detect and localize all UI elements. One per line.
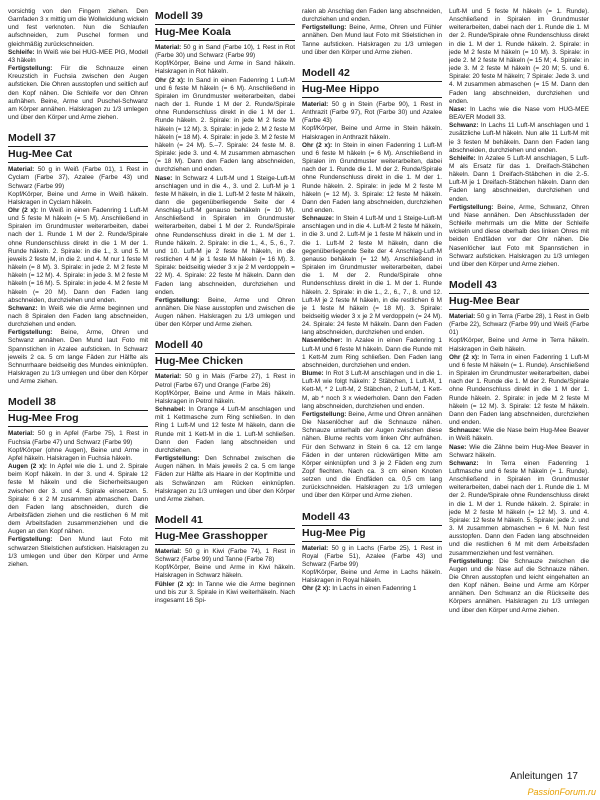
model-title: Hug-Mee Pig (302, 527, 442, 542)
label: Material: (8, 430, 35, 438)
paragraph (449, 354, 589, 427)
text: Beine, Arme, Ohren und Fühler annähen. Den Mund laut Foto mit Stielstichen in Tanne aufsticken. Halskragen zu 1/3 umlegen und über den Körper und Arme ziehen. (302, 24, 442, 56)
paragraph (8, 207, 148, 305)
paragraph (302, 24, 442, 57)
text: In Lachs 11 Luft-M anschlagen und 1 zusätzliche Luft-M häkeln. Nun alle 11 Luft-M mit je 3 festen M behäkeln. Dann den Faden lang abschneiden, durchziehen und enden. (449, 122, 589, 154)
label: Schnauze: (302, 215, 334, 223)
text: In Azalee 5 Luft-M anschlagen, 5 Luft-M als Ersatz für das 1. Dreifach-Stäbchen häkeln. Dann 1 Dreifach-Stäbchen in die 2.-5. Luft-M je 1 Dreifach-Stäbchen häkeln. Dann den Faden lang abschneiden, durchziehen und enden. (449, 154, 589, 203)
label: Schwanz: (8, 304, 38, 312)
model-title: Hug-Mee Chicken (155, 355, 295, 370)
column-4 (449, 8, 589, 768)
label: Nase: (449, 443, 467, 451)
label: Augen (2 x): (8, 463, 47, 471)
paragraph (155, 175, 295, 297)
paragraph: vorsichtig von den Fingern ziehen. Den Garnfaden 3 x mittig um die Wollwicklung wickeln und fest verknoten. Nun die Schlaufen aufschneiden, zum Puschel formen und gleichmäßig zurückschneiden. (8, 8, 148, 48)
text: In Stein 4 Luft-M und 1 Steige-Luft-M anschlagen und in die 4. Luft-M 2 feste M häkeln, in die 3. und 2. Luft-M je 1 feste M häkeln und in die 1. Luft-M 2 feste M häkeln, dann die gegenüberliegende Seite der 4 Anschlag-Luft-M genauso behäkeln (= 12 M). Anschließend in Spiralen im Grundmuster weiterarbeiten, dabei die 1. M der 2. Runde/Spirale ohne Rundenschluss direkt in die 1. M der 1. Runde häkeln. 2. Spirale: in die 1., 2., 6., 7., 8. und 12. Luft-M je 2 feste M häkeln, in die restlichen 6 M je 1 feste M häkeln (= 18 M). 3. Spirale: beidseitig wieder 3 x je 2 M verdoppeln (= 24 M). 24. Spirale: 24 feste M häkeln. Dann den Faden lang abschneiden, durchziehen und enden. (302, 215, 442, 337)
paragraph (8, 463, 148, 536)
text: In Schwarz 4 Luft-M und 1 Steige-Luft-M anschlagen und in die 4., 3. und 2. Luft-M je 1 feste M häkeln, in die 1. Luft-M 2 feste M häkeln, dann die gegenüberliegende Seite der 4 Anschlag-Luft-M genauso behäkeln (= 10 M). Anschließend in Spiralen im Grundmuster weiterarbeiten, dabei 1 M der 2. Runde/Spirale ohne Rundenschluss direkt in die 1. M der 1. Runde häkeln. 2. Spirale: in die 1., 4., 5., 6., 7. und 10. Luft-M je 2 feste M häkeln, in die restlichen 4 M je 1 feste M häkeln (= 16 M). 3. Spirale: beidseitig wieder 3 x je 2 M verdoppeln = 22 M). 4. Spirale: 22 feste M häkeln. Dann den Faden lang abschneiden, durchziehen und enden. (155, 174, 295, 296)
text: 50 g in Apfel (Farbe 75), 1 Rest in Fuchsia (Farbe 47) und Schwarz (Farbe 99) (8, 430, 148, 446)
label: Blume: (302, 370, 324, 378)
model-number: Modell 40 (155, 339, 295, 354)
label: Material: (155, 373, 182, 381)
label: Material: (449, 313, 476, 320)
model-number: Modell 43 (449, 279, 589, 294)
paragraph: Kopf/Körper (ohne Augen), Beine und Arme in Apfel häkeln. Halskragen in Fuchsia häkeln. (8, 446, 148, 462)
model-title: Hug-Mee Grasshopper (155, 530, 295, 545)
text: 50 g in Mais (Farbe 27), 1 Rest in Petrol (Farbe 67) und Orange (Farbe 26) (155, 373, 295, 389)
label: Fertigstellung: (449, 203, 494, 211)
text: Die Schnauze zwischen die Augen und die Nase auf die Schnauze nähen. Die Ohren ausstopfen und leicht eingehalten an den Kopf nähen. Beine und Arme am Körper annähen. Den Schwanz an die Rückseite des Körpers annähen. Halskragen zu 1/3 umlegen und über den Körper und Arme ziehen. (449, 557, 589, 614)
paragraph (155, 44, 295, 60)
paragraph (449, 558, 589, 615)
model-title: Hug-Mee Koala (155, 26, 295, 41)
model-number: Modell 37 (8, 132, 148, 147)
paragraph (8, 536, 148, 569)
paragraph (155, 77, 295, 175)
section-header-modell-43-bear (449, 277, 589, 310)
section-header-modell-43-pig (302, 509, 442, 542)
paragraph (155, 406, 295, 455)
model-title: Hug-Mee Bear (449, 295, 589, 310)
paragraph (302, 545, 442, 569)
text: In Terra in einen Fadenring 1 Luft-M und 6 feste M häkeln (= 1. Runde). Anschließend in Spiralen im Grundmuster weiterarbeiten, dabei nach der 1. Runde die 1. M der 2. Runde/Spirale ohne Rundenschluss direkt in die 1 M der 1. Runde häkeln. 2. Spirale: in jede M 2 feste M häkeln (= 12 M). 3. Spirale: 12 feste M häkeln. Dann den Faden lang abschneiden, durchziehen und enden. (449, 353, 589, 427)
text: In Rot 3 Luft-M anschlagen und in die 1. Luft-M wie folgt häkeln: 2 Stäbchen, 1 Luft-M, 1 Kett-M, * 2 Luft-M, 2 Stäbchen, 2 Luft-M, 1 Kett-M, ab * noch 3 x wiederholen. Dann den Faden lang abschneiden, durchziehen und enden. (302, 370, 442, 410)
paragraph (302, 337, 442, 370)
paragraph (8, 305, 148, 329)
text: In Lachs in einen Fadenring 1 (332, 585, 417, 593)
label: Fertigstellung: (449, 557, 494, 565)
paragraph (8, 49, 148, 65)
text: In Lachs wie die Nase vom HUG-MEE BEAVER Modell 33. (449, 105, 589, 122)
paragraph: Kopf/Körper, Beine und Arme in Weiß häkeln. Halskragen in Cyclam häkeln. (8, 190, 148, 206)
paragraph (449, 427, 589, 443)
section-header-modell-40 (155, 337, 295, 370)
paragraph (155, 373, 295, 389)
paragraph: Kopf/Körper, Beine und Arme in Terra häkeln. Halskragen in Gelb häkeln. (449, 337, 589, 353)
paragraph (302, 101, 442, 125)
page-number: 17 (566, 771, 578, 782)
section-header-modell-38 (8, 394, 148, 427)
section-header-modell-37 (8, 130, 148, 163)
label: Fühler (2 x): (155, 580, 195, 588)
label: Material: (155, 44, 182, 51)
footer-section: Anleitungen (510, 771, 563, 782)
paragraph: Kopf/Körper, Beine und Arme in Sand häkeln. Halskragen in Rot häkeln. (155, 60, 295, 76)
label: Fertigstellung: (8, 65, 53, 73)
label: Schwanz: (449, 122, 479, 130)
watermark: PassionForum.ru (527, 787, 596, 797)
text: 50 g in Stein (Farbe 90), 1 Rest in Anthrazit (Farbe 97), Rot (Farbe 30) und Azalee (Farbe 43) (302, 100, 442, 125)
paragraph (449, 155, 589, 204)
paragraph (155, 581, 295, 605)
text: In Weiß wie die Arme beginnen und nach 8 Spiralen den Faden lang abschneiden, durchziehen und enden. (8, 304, 148, 329)
label: Fertigstellung: (155, 296, 200, 304)
text: In Azalee in einen Fadenring 1 Luft-M und 6 feste M häkeln. Dann die Runde mit 1 Kett-M zum Ring schließen. Den Faden lang abschneiden, durchziehen und enden. (302, 337, 442, 369)
text: Beine, Arme, Ohren und Schwanz annähen. Den Mund laut Foto mit Spannstichen in Azalee aufsticken. In Schwarz jeweils 2 ca. 5 cm lange Fäden zur Hälfte als Schnurrhaare beidseitig des Mundes einknüpfen. Halskragen zu 1/3 umlegen und über den Körper und Arme ziehen. (8, 329, 148, 386)
label: Material: (155, 547, 182, 555)
label: Fertigstellung: (8, 329, 53, 337)
label: Nase: (155, 174, 173, 182)
label: Ohr (2 x): (302, 141, 333, 149)
label: Fertigstellung: (302, 24, 347, 32)
paragraph (155, 455, 295, 504)
paragraph: Kopf/Körper, Beine und Arme in Stein häkeln. Halskragen in Anthrazit häkeln. (302, 125, 442, 141)
text: Beine, Arme und Ohren annähen Die Nasenlöcher auf die Schnauze nähen. Schnauze unterhalb der Augen zwischen diese nähen. Blume rechts vom linken Ohr aufnähen. Für den Schwanz in Stein 6 ca. 12 cm lange Fäden in der unteren rückwärtigen Mitte am Körper einknüpfen und 3 je 2 Fäden eng zum Zopf flechten. Nach ca. 3 cm einen Knoten setzen und die Endfäden ca. 0,5 cm lang zurückschneiden. Halskragen zu 1/3 umlegen und über den Körper und Arme ziehen. (302, 410, 442, 500)
paragraph (449, 460, 589, 558)
text: In Sand in einen Fadenring 1 Luft-M und 6 feste M häkeln (= 6 M). Anschließend in Spiralen im Grundmuster weiterarbeiten, dabei nach der 1. Runde 1 M der 2. Runde/Spirale ohne Rundenschluss direkt in die 1 M der 1. Runde häkeln. 2. Spirale: in jede M 2 feste M häkeln (= 12 M). 3. Spirale: in jede 2. M 2 feste M häkeln (= 18 M). 4. Spirale: in jede 3. M 2 feste M häkeln (= 24 M). 5.–7. Spirale: 24 feste M. 8. Spirale: jede 3. und 4. M zusammen abmaschen (= 18 M). Dann den Faden lang abschneiden, durchziehen und enden. (155, 76, 295, 174)
text: Wie die Nase beim Hug-Mee Beaver in Weiß häkeln. (449, 427, 589, 443)
paragraph: Kopf/Körper, Beine und Arme in Kiwi häkeln. Halskragen in Schwarz häkeln. (155, 564, 295, 580)
paragraph (8, 430, 148, 446)
paragraph: Kopf/Körper, Beine und Arme in Lachs häkeln. Halskragen in Royal häkeln. (302, 569, 442, 585)
paragraph (155, 297, 295, 330)
model-number: Modell 39 (155, 10, 295, 25)
paragraph (8, 166, 148, 190)
label: Schnauze: (449, 427, 481, 435)
paragraph: Luft-M und 5 feste M häkeln (= 1. Runde). Anschließend in Spiralen im Grundmuster weiterarbeiten, dabei nach der 1. Runde die 1. M der 2. Runde/Spirale ohne Rundenschluss direkt in die 1. M der 1. Runde häkeln. 2. Spirale: in jede M 2 feste M häkeln (= 10 M). 3. Spirale: in jede 2. M 2 feste M häkeln (= 15 M; 4. Spirale: in jede 3. M 2 feste M häkeln (= 20 M; 5. und 6. Spirale: 20 feste M häkeln; 7 Spirale: Jede 3. und 4. M zusammen abmaschen (= 15 M. Dann den Faden lang abschneiden, durchziehen und enden. (449, 8, 589, 105)
label: Fertigstellung: (8, 536, 53, 544)
text: 50 g in Lachs (Farbe 25), 1 Rest in Royal (Farbe 51), Azalee (Farbe 43) und Schwarz (Farbe 99) (302, 544, 442, 568)
label: Schleife: (449, 154, 476, 162)
paragraph (302, 215, 442, 337)
paragraph (449, 313, 589, 337)
label: Nasenlöcher: (302, 337, 343, 345)
label: Fertigstellung: (155, 455, 200, 463)
model-title: Hug-Mee Hippo (302, 83, 442, 98)
label: Schwanz: (449, 459, 479, 467)
text: 50 g in Kiwi (Farbe 74), 1 Rest in Schwarz (Farbe 99) und Tanne (Farbe 78) (155, 547, 295, 564)
paragraph (449, 106, 589, 122)
paragraph (8, 65, 148, 122)
model-title: Hug-Mee Cat (8, 148, 148, 163)
text: Den Schnabel zwischen die Augen nähen. In Mais jeweils 2 ca. 5 cm lange Fäden zur Hälfte als Haare in der Kopfmitte und als Schwänzen am Rücken einknüpfen. Halskragen zu 1/3 umlegen und über den Körper und Arme ziehen. (155, 455, 295, 503)
model-number: Modell 41 (155, 514, 295, 529)
section-header-modell-42 (302, 65, 442, 98)
paragraph (302, 411, 442, 501)
paragraph (8, 329, 148, 386)
paragraph (449, 444, 589, 460)
text: In Stein in einen Fadenring 1 Luft-M und 6 feste M häkeln (= 6 M). Anschließend in Spiralen im Grundmuster weiterarbeiten, dabei nach der 1. Runde die 1. M der 2. Runde/Spirale ohne Rundenschluss direkt in die 1. M der 1. Runde häkeln. 2. Spirale: in jede M 2 feste M häkeln (= 12 M). 3. Spirale: 12 feste M häkeln. Dann den Faden lang abschneiden, durchziehen und enden. (302, 141, 442, 214)
text: In Orange 4 Luft-M anschlagen und mit 1 Kettmasche zum Ring schließen. In den Ring 1 Luft-M und 12 feste M häkeln, dann die Runde mit 1 Kett-M in die 1. Luft-M schließen. Dann den Faden lang abschneiden und durchziehen. (155, 406, 295, 454)
section-header-modell-39 (155, 8, 295, 41)
column-3 (302, 8, 442, 768)
text: 50 g in Weiß (Farbe 01), 1 Rest in Cyclam (Farbe 37), Azalee (Farbe 43) und Schwarz (Farbe 99) (8, 166, 148, 190)
text: In Weiß in einen Fadenring 1 Luft-M und 5 feste M häkeln (= 5 M). Anschließend in Spiralen im Grundmuster weiterarbeiten, dabei nach der 1. Runde 1 M der 2. Runde/Spirale ohne Rundenschluss direkt in die 1 M der 1. Runde häkeln. 2. Spirale: in die 1., 3. und 5. M jeweils 2 feste M, in die 2. und 4. M nur 1 feste M häkeln (= 8 M). 3. Spirale: in jede 2. M 2 feste M häkeln (= 12 M). 4. Spirale: in jede 3. M 2 feste M häkeln (= 16 M). 5. Spirale: in jede 4. M 2 feste M häkeln (= 20 M). Dann den Faden lang abschneiden, durchziehen und enden. (8, 206, 148, 304)
text: Beine, Arme und Ohren annähen. Die Nase ausstopfen und zwischen die Augen nähen. Halskragen zu 1/3 umlegen und über den Körper und Arme ziehen. (155, 296, 295, 329)
label: Fertigstellung: (302, 410, 347, 418)
text: 50 g in Sand (Farbe 10), 1 Rest in Rot (Farbe 30) und Schwarz (Farbe 99) (155, 44, 295, 60)
text: Für die Schnauze einen Kreuzstich in Fuchsia zwischen den Augen aufsticken. Die Ohren ausstopfen und seitlich auf den Kopf nähen. Die Schleife vor den Ohren aufnähen. Beine, Arme und Puschel-Schwanz am Körper annähen. Halskragen zu 1/3 umlegen und über den Körper und Arme ziehen. (8, 65, 148, 122)
text: In Weiß wie bei HUG-MEE PIG, Modell 43 häkeln (8, 48, 148, 64)
label: Schleife: (8, 48, 35, 56)
text: In Terra einen Fadenring 1 Luftmasche und 6 feste M häkeln (= 1. Runde). Anschließend in Spiralen im Grundmuster weiterarbeiten, dabei nach der 1. Runde die 1. M der 2. Runde/Spirale ohne Rundenschluss direkt in die 1. M der 1. Runde häkeln. 2. Spirale: in jede M 2 feste M häkeln (= 12 M). 3. und 4. Spirale: 12 feste M häkeln. 5. Spirale: jede 2. und 3. M zusammen abmaschen = 6 M. Nun fest ausstopfen. Dann den Faden lang abschneiden und die restlichen 6 M mit dem Arbeitsfaden zusammenziehen und fest vernähen. (449, 459, 589, 557)
text: In Tanne wie die Arme beginnen und bis zur 3. Spirale in Kiwi weiterhäkeln. Nach insgesamt 16 Spi- (155, 580, 295, 604)
label: Material: (302, 544, 329, 552)
model-title: Hug-Mee Frog (8, 412, 148, 427)
label: Material: (8, 166, 35, 174)
paragraph (155, 548, 295, 564)
text: Beine, Arme, Schwanz, Ohren und Nase annähen. Den Abschlussfaden der Schleife mehrmals um die Mitte der Schleife wickeln und diese oberhalb des linken Ohres mit beiden Endfäden vor der Ohr nähen. Die Nasenlöcher laut Foto mit Spannstichen in Schwarz aufsticken. Halskragen zu 1/3 umlegen und über den Körper und Arme ziehen. (449, 203, 589, 268)
column-2 (155, 8, 295, 768)
paragraph (302, 142, 442, 215)
label: Nase: (449, 105, 467, 113)
paragraph (449, 204, 589, 269)
label: Ohr (2 x): (8, 206, 39, 214)
label: Schnabel: (155, 406, 186, 414)
model-number: Modell 42 (302, 67, 442, 82)
paragraph (449, 122, 589, 155)
page-footer (510, 771, 578, 783)
model-number: Modell 43 (302, 511, 442, 526)
label: Ohr (2 x): (302, 585, 331, 593)
paragraph (302, 370, 442, 411)
label: Material: (302, 100, 329, 108)
text: 50 g in Terra (Farbe 28), 1 Rest in Gelb (Farbe 22), Schwarz (Farbe 99) und Weiß (Farbe 01) (449, 313, 589, 337)
text: Wie die Zähne beim Hug-Mee Beaver in Schwarz häkeln. (449, 443, 589, 459)
paragraph: ralen ab Anschlag den Faden lang abschneiden, durchziehen und enden. (302, 8, 442, 24)
text: In Apfel wie die 1. und 2. Spirale beim Kopf häkeln. In der 3. und 4. Spirale 12 feste M häkeln und die Sicherheitsaugen zwischen der 3. und 4. Spirale einsetzen. 5. Spirale: 6 x 2 M zusammen abmaschen. Dann den Faden lang abschneiden, durch die Arbeitsfäden ziehen und die restlichen 6 M mit dem Arbeitsfaden zusammenziehen und die Augen an den Kopf nähen. (8, 463, 148, 536)
paragraph (302, 585, 442, 593)
label: Ohr (2 x): (449, 353, 480, 361)
paragraph: Kopf/Körper, Beine und Arme in Mais häkeln. Halskragen in Petrol häkeln. (155, 389, 295, 405)
section-header-modell-41 (155, 512, 295, 545)
column-1 (8, 8, 148, 768)
text: Den Mund laut Foto mit schwarzen Stielstichen aufsticken. Halskragen zu 1/3 umlegen und über den Körper und Arme ziehen. (8, 536, 148, 568)
model-number: Modell 38 (8, 396, 148, 411)
label: Ohr (2 x): (155, 76, 186, 84)
